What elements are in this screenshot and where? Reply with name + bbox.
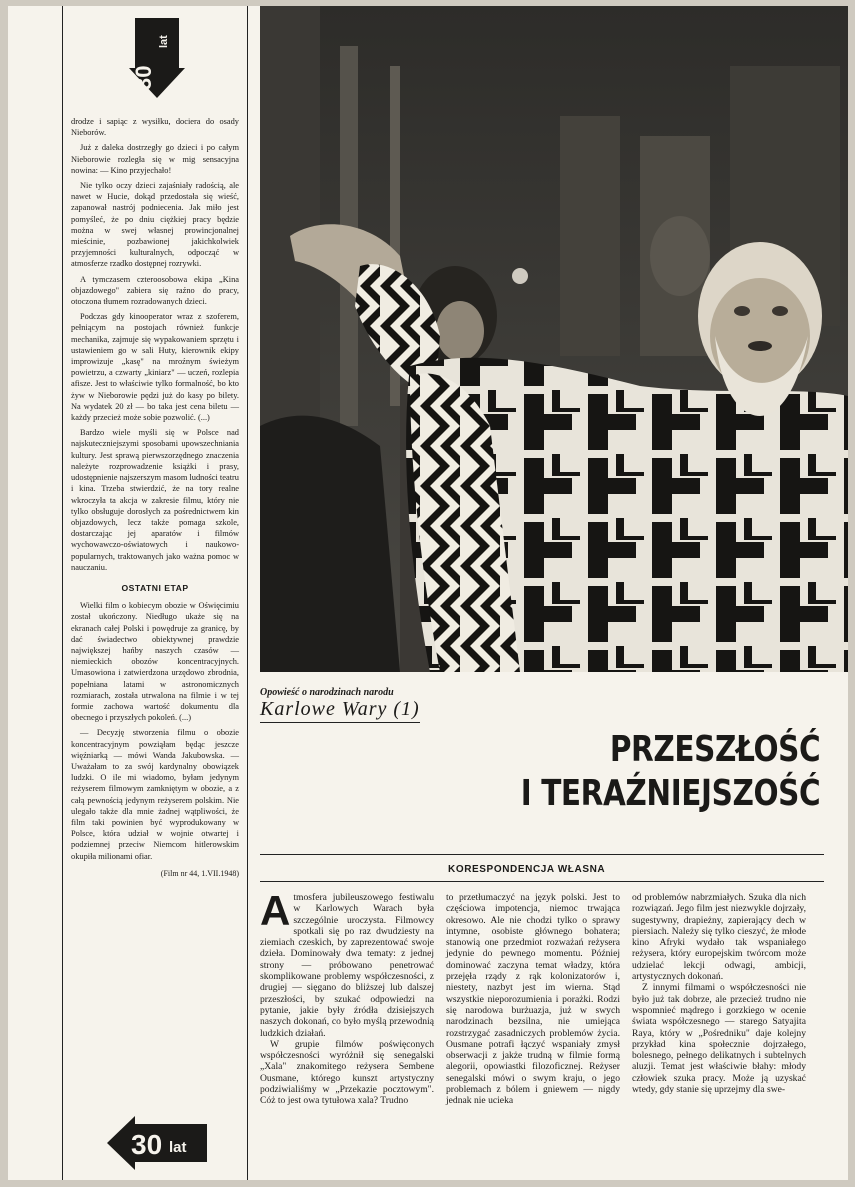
article-kicker: Opowieść o narodzinach narodu [260, 687, 394, 698]
drop-cap: A [260, 887, 291, 934]
section-label: KORESPONDENCJA WŁASNA [448, 864, 606, 875]
sidebar-heading: OSTATNI ETAP [121, 582, 189, 593]
article-paragraph: od problemów nabrzmiałych. Szuka dla nich rozwiązań. Jego film jest niezwykle dojrzały, sugestywny, drapieżny, zapierający dech w piersiach. Należy się tylko cieszyć, że młode kino Afryki wydało tak wspaniałego reżysera, który europejskim twórcom może udzielać lekcji odwagi, ambicji, artystycznych dokonań. [632, 892, 806, 983]
sidebar-paragraph: Już z daleka dostrzegły go dzieci i po całym Nieborowie rozległa się w mig sensacyjna nowina: — Kino przyjechało! [71, 143, 239, 175]
badge-bottom-number: 30 [131, 1129, 163, 1160]
article-body [260, 887, 824, 1177]
badge-top-number: 30 [131, 65, 156, 90]
magazine-page [8, 6, 848, 1180]
sidebar-paragraph: Nie tylko oczy dzieci zajaśniały radością, ale nawet w Hucie, dokąd przedostała się wieść, zapanował nastrój podniecenia. Jak miło jest pomyśleć, że po dniu ciężkiej pracy będzie można w swej własnej prowincjonalnej mieścinie, pozbawionej jakichkolwiek przyjemności kulturalnych, odpocząć w atmosferze rzadko dostępnej rozrywki. [71, 181, 239, 269]
badge-top-word: lat [158, 35, 170, 48]
headline-line-2: I TERAŹNIEJSZOŚĆ [520, 773, 820, 814]
film-still-photo [260, 6, 848, 672]
article-lead-text: tmosfera jubileuszowego festiwalu w Karlowych Warach była szczególnie uroczysta. Filmowcy spotkali się po raz dwudziesty na ziemiach czeskich, by zaprezentować swoje dzieła. Dominowały dwa tematy: z jednej strony — próbowano penetrować skomplikowane problemy współczesności, z drugiej — sięgano do bliższej lub dalszej przeszłości, by szukać odpowiedzi na pytanie, jakie były źródła dzisiejszych naszych dokonań, co było myślą przewodnią ludzkich działań. [260, 892, 434, 1039]
article-paragraph [260, 887, 434, 1039]
sidebar-column [62, 6, 248, 1180]
badge-bottom-word: lat [169, 1139, 187, 1156]
thirty-years-badge-bottom [107, 1116, 207, 1170]
sidebar-paragraph: A tymczasem czteroosobowa ekipa „Kina objazdowego" zabiera się raźno do pracy, otoczona tłumem rozradowanych dzieci. [71, 274, 239, 307]
sidebar-paragraph: — Decyzję stworzenia filmu o obozie koncentracyjnym powziąłam będąc jeszcze więźniarką — mówi Wanda Jakubowska. — Uważałam to za swój kardynalny obowiązek ludzki. O ile mi wiadomo, byłam jedynym reżyserem filmowym zamkniętym w obozie, a z całą pewnością jedynym reżyserem polskim. Nie ulegało także dla mnie żadnej wątpliwości, że film taki powinien być wyprodukowany w Polsce, która udział w wojnie otwartej i podziemnej przeciw Niemcom hitlerowskim okupiła milionami ofiar. [71, 728, 239, 861]
sidebar-paragraph: Podczas gdy kinooperator wraz z szoferem, pełniącym na postojach również funkcje mechanika, zajmuje się wypakowaniem sprzętu i ustawieniem go w sali Huty, kierownik ekipy improwizuje „kasę" na mroźnym świeżym powietrzu, a czwarty „kiniarz" — uczeń, rozlepia afisze. Jest to właściwie tylko formalność, bo kto żyw w Nieborowie pędzi już do kasy po bilety. Na wydatek 20 zł — bo taka jest cena biletu — każdy przecież może sobie pozwolić. (...) [71, 312, 239, 423]
article-paragraph: W grupie filmów poświęconych współczesności wyróżnił się senegalski „Xala" znakomitego reżysera Sembene Ousmane, którego kunszt artystyczny podziwialiśmy w „Przekazie pocztowym". Cóż to jest owa tytułowa xala? Trudno [260, 1038, 434, 1107]
sidebar-text [71, 116, 239, 879]
article-paragraph: to przetłumaczyć na język polski. Jest to częściowa impotencja, niemoc trwająca okresowo. Ale nie chodzi tylko o sprawy intymne, osobiste głównego bohatera; stanowią one przedmiot rozważań reżysera jedynie do pewnego momentu. Później dominować zaczyna temat władzy, która przejęła rządy z rąk kolonizatorów i, niestety, nazbyt jest im wierna. Stąd wszystkie nieporozumienia i porażki. Rodzi się narodowa burżuazja, już w swych narodzinach bezsilna, nie umiejąca rozstrzygać zasadniczych problemów życia. Ousmane potrafi łączyć wspaniały zmysł obserwacji z jakże trudną w filmie formą alegorii, opowiastki filozoficznej. Reżyser senegalski mówi o swym kraju, o jego problemach z bólem i gniewem — nigdy jednak nie ucieka [446, 892, 620, 1107]
article-paragraph: Z innymi filmami o współczesności nie było już tak dobrze, ale przecież trudno nie wspomnieć mądrego i gorzkiego w ocenie świata współczesnego — starego Satyajita Raya, który w „Pośredniku" daje kolejny przykład kina społecznie dojrzałego, bolesnego, pełnego delikatnych i subtelnych aluzji. Temat jest właściwie błahy: młody człowiek szuka pracy. Może ją uzyskać wtedy, gdy stanie się uprzejmy dla swe- [632, 982, 806, 1096]
divider-rule [260, 854, 824, 855]
article-column-3 [632, 892, 806, 1095]
article-column-2 [446, 892, 620, 1107]
headline-line-1: PRZESZŁOŚĆ [609, 729, 820, 770]
article-subtitle: Karlowe Wary (1) [260, 698, 420, 723]
divider-rule [260, 881, 824, 882]
sidebar-paragraph: drodze i sapiąc z wysiłku, dociera do osady Nieborów. [71, 117, 239, 138]
article-column-1 [260, 887, 434, 1107]
thirty-years-badge-top [129, 18, 185, 98]
sidebar-paragraph: Wielki film o kobiecym obozie w Oświęcimiu został ukończony. Niedługo ukaże się na ekranach całej Polski i powędruje za granicę, by dać świadectwo obiektywnej prawdzie największej hańby naszych czasów — niemieckich obozów koncentracyjnych. Umasowiona i zatwierdzona urzędowo zbrodnia, popełniana latami w astronomicznych rozmiarach, została utrwalona na filmie i w tej formie zachowa wartość dokumentu dla obecnego i przyszłych pokoleń. (...) [71, 601, 239, 723]
article-headline [520, 728, 820, 816]
sidebar-paragraph: Bardzo wiele myśli się w Polsce nad najskuteczniejszymi sposobami upowszechniania kultury. Jest sprawą pierwszorzędnego znaczenia należyte rozprowadzenie książki i prasy, udostępnienie najszerszym masom ludności teatru i kina. Trzeba stwierdzić, że na tory realne wkroczyła ta akcja w zakresie filmu, który nie tylko obsługuje dorosłych za pośrednictwem kin objazdowych, lecz także pomaga szkole, dostarczając jej aparatów i filmów wychowawczo-oświatowych i naukowo-popularnych, traktowanych jako ważna pomoc w nauczaniu. [71, 428, 239, 572]
sidebar-reference: (Film nr 44, 1.VII.1948) [160, 868, 239, 878]
